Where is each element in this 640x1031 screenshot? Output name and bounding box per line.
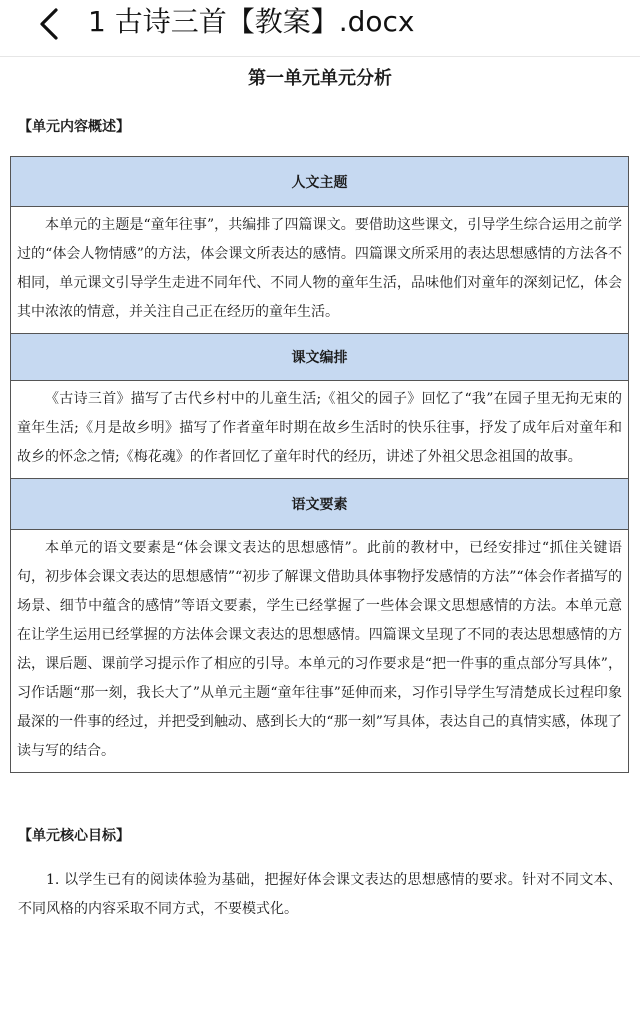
table-row xyxy=(11,157,629,207)
table-header-theme: 人文主题 xyxy=(11,157,629,207)
table-row xyxy=(11,207,629,334)
table-row xyxy=(11,479,629,530)
table-header-arrangement: 课文编排 xyxy=(11,334,629,381)
chevron-left-icon xyxy=(30,4,70,44)
table-header-language-elements: 语文要素 xyxy=(11,479,629,530)
goal-item-1: 1. 以学生已有的阅读体验为基础，把握好体会课文表达的思想感情的要求。针对不同文本、不同风格的内容采取不同方式，不要模式化。 xyxy=(18,872,622,917)
table-body-theme: 本单元的主题是“童年往事”，共编排了四篇课文。要借助这些课文，引导学生综合运用之前学过的“体会人物情感”的方法，体会课文所表达的感情。四篇课文所采用的表达思想感情的方法各不相同，单元课文引导学生走进不同年代、不同人物的童年生活，品味他们对童年的深刻记忆，体会其中浓浓的情意，并关注自己正在经历的童年生活。 xyxy=(11,207,629,334)
section-heading-core-goals: 【单元核心目标】 xyxy=(18,828,130,844)
table-row xyxy=(11,381,629,479)
unit-overview-table xyxy=(10,156,629,773)
file-title: 1 古诗三首【教案】.docx xyxy=(88,5,415,38)
table-row xyxy=(11,530,629,773)
table-body-arrangement: 《古诗三首》描写了古代乡村中的儿童生活;《祖父的园子》回忆了“我”在园子里无拘无束的童年生活;《月是故乡明》描写了作者童年时期在故乡生活时的快乐往事，抒发了成年后对童年和故乡的怀念之情;《梅花魂》的作者回忆了童年时代的经历，讲述了外祖父思念祖国的故事。 xyxy=(11,381,629,479)
top-bar xyxy=(0,0,640,57)
table-row xyxy=(11,334,629,381)
back-button[interactable] xyxy=(30,4,70,44)
section-heading-overview: 【单元内容概述】 xyxy=(18,119,130,135)
table-body-language-elements: 本单元的语文要素是“体会课文表达的思想感情”。此前的教材中，已经安排过“抓住关键语句，初步体会课文表达的思想感情”“初步了解课文借助具体事物抒发感情的方法”“体会作者描写的场景、细节中蕴含的感情”等语文要素，学生已经掌握了一些体会课文思想感情的方法。本单元意在让学生运用已经掌握的方法体会课文表达的思想感情。四篇课文呈现了不同的表达思想感情的方法，课后题、课前学习提示作了相应的引导。本单元的习作要求是“把一件事的重点部分写具体”，习作话题“那一刻，我长大了”从单元主题“童年往事”延伸而来，习作引导学生写清楚成长过程印象最深的一件事的经过，并把受到触动、感到长大的“那一刻”写具体，表达自己的真情实感，体现了读与写的结合。 xyxy=(11,530,629,773)
document-title: 第一单元单元分析 xyxy=(248,68,392,89)
